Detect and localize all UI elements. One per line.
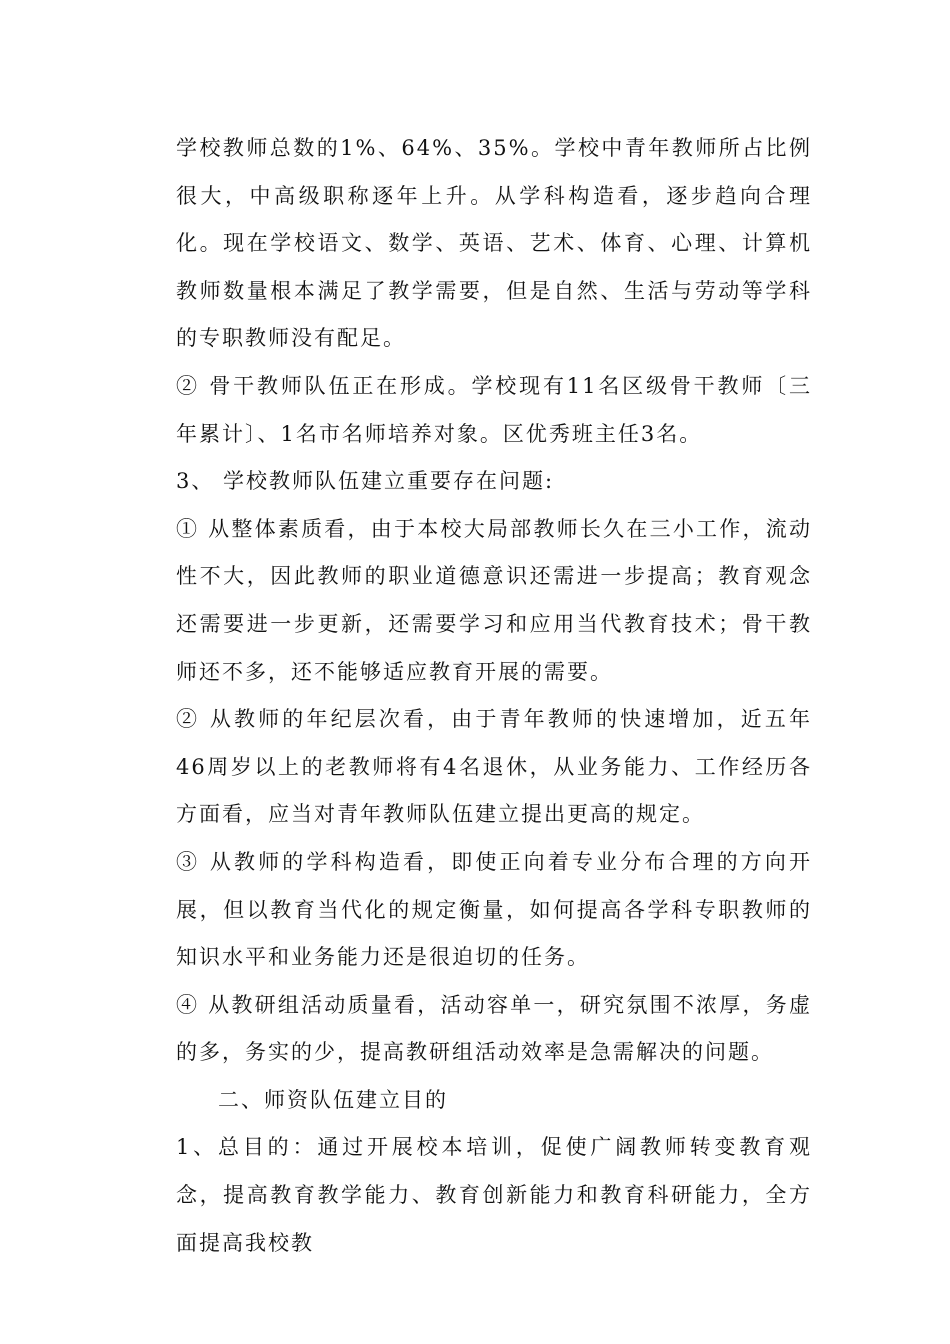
paragraph-backbone-teachers: ② 骨干教师队伍正在形成。学校现有11名区级骨干教师〔三年累计〕、1名市名师培养对象。区优秀班主任3名。 [176, 373, 812, 446]
paragraph-research-groups: ④ 从教研组活动质量看，活动容单一，研究氛围不浓厚，务虚的多，务实的少，提高教研组活动效率是急需解决的问题。 [176, 992, 812, 1065]
section-heading-goals: 二、师资队伍建立目的 [218, 1087, 448, 1112]
document-body [176, 125, 812, 1267]
paragraph-overall-quality: ① 从整体素质看，由于本校大局部教师长久在三小工作，流动性不大，因此教师的职业道德意识还需进一步提高；教育观念还需要进一步更新，还需要学习和应用当代教育技术；骨干教师还不多，还不能够适应教育开展的需要。 [176, 516, 812, 684]
paragraph-teacher-ratio: 学校教师总数的1%、64%、35%。学校中青年教师所占比例很大，中高级职称逐年上升。从学科构造看，逐步趋向合理化。现在学校语文、数学、英语、艺术、体育、心理、计算机教师数量根本满足了教学需要，但是自然、生活与劳动等学科的专职教师没有配足。 [176, 136, 812, 351]
paragraph-overall-goal: 1、总目的：通过开展校本培训，促使广阔教师转变教育观念，提高教育教学能力、教育创新能力和教育科研能力，全方面提高我校教 [176, 1135, 812, 1255]
paragraph-subject-structure: ③ 从教师的学科构造看，即使正向着专业分布合理的方向开展，但以教育当代化的规定衡量，如何提高各学科专职教师的知识水平和业务能力还是很迫切的任务。 [176, 849, 812, 970]
paragraph-problems-heading: 3、 学校教师队伍建立重要存在问题: [176, 469, 555, 494]
paragraph-age-structure: ② 从教师的年纪层次看，由于青年教师的快速增加，近五年46周岁以上的老教师将有4名退休，从业务能力、工作经历各方面看，应当对青年教师队伍建立提出更高的规定。 [176, 707, 812, 827]
